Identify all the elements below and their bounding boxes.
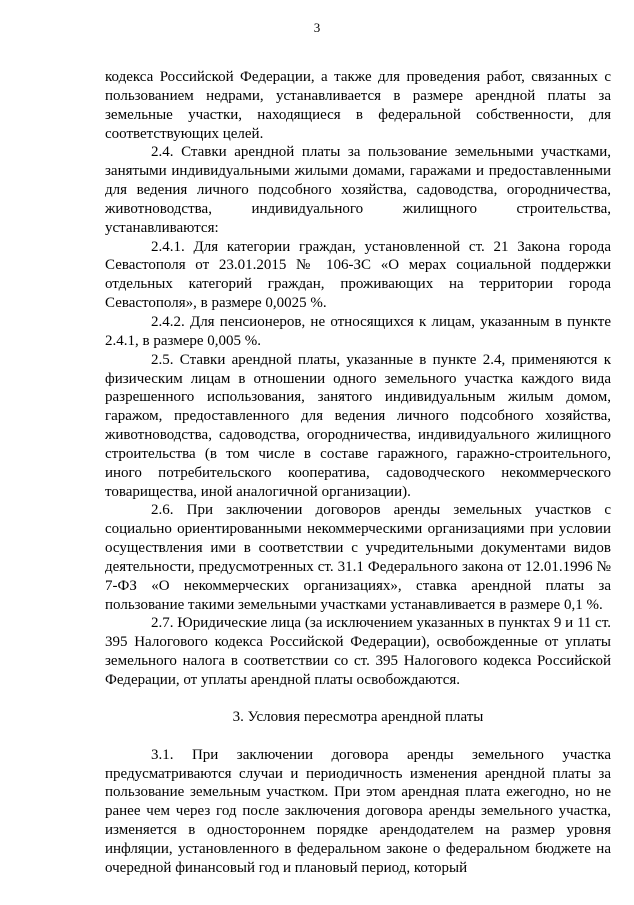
paragraph-3-1: 3.1. При заключении договора аренды земельного участка предусматриваются случаи и периодичность изменения арендной платы за пользование земельным участком. При этом арендная плата ежегодно, но не ранее чем через год после заключения договора аренды земельного участка, изменяется в одностороннем порядке арендодателем на размер уровня инфляции, установленного в федеральном законе о федеральном бюджете на очередной финансовый год и плановый период, который (105, 746, 611, 876)
document-body (105, 68, 611, 878)
paragraph-2-4-1: 2.4.1. Для категории граждан, установленной ст. 21 Закона города Севастополя от 23.01.2015 № 106-ЗС «О мерах социальной поддержки отдельных категорий граждан, проживающих на территории города Севастополя», в размере 0,0025 %. (105, 238, 611, 312)
page-number: 3 (313, 20, 321, 35)
paragraph-2-7: 2.7. Юридические лица (за исключением указанных в пунктах 9 и 11 ст. 395 Налогового кодекса Российской Федерации), освобожденные от уплаты земельного налога в соответствии со ст. 395 Налогового кодекса Российской Федерации, от уплаты арендной платы освобождаются. (105, 615, 611, 688)
section-heading: 3. Условия пересмотра арендной платы (232, 708, 484, 725)
paragraph-2-4-2: 2.4.2. Для пенсионеров, не относящихся к лицам, указанным в пункте 2.4.1, в размере 0,005 %. (105, 313, 611, 349)
paragraph-2-4: 2.4. Ставки арендной платы за пользование земельными участками, занятыми индивидуальными жилыми домами, гаражами и предоставленными для ведения личного подсобного хозяйства, садоводства, огородничества, животноводства, индивидуального жилищного строительства, устанавливаются: (105, 144, 611, 236)
paragraph-2-6: 2.6. При заключении договоров аренды земельных участков с социально ориентированными некоммерческими организациями при условии осуществления ими в соответствии с учредительными документами видов деятельности, предусмотренных ст. 31.1 Федерального закона от 12.01.1996 № 7-ФЗ «О некоммерческих организациях», ставка арендной платы за пользование такими земельными участками устанавливается в размере 0,1 %. (105, 502, 611, 613)
paragraph-2-5: 2.5. Ставки арендной платы, указанные в пункте 2.4, применяются к физическим лицам в отношении одного земельного участка каждого вида разрешенного использования, занятого индивидуальным жилым домом, гаражом, предоставленного для ведения личного подсобного хозяйства, животноводства, садоводства, огородничества, индивидуального жилищного строительства (в том числе в составе гаражного, гаражно-строительного, иного потребительского кооператива, садоводческого некоммерческого товарищества, иной аналогичной организации). (105, 351, 611, 500)
paragraph-continuation: кодекса Российской Федерации, а также для проведения работ, связанных с пользованием недрами, устанавливается в размере арендной платы за земельные участки, находящиеся в федеральной собственности, для соответствующих целей. (105, 69, 611, 142)
